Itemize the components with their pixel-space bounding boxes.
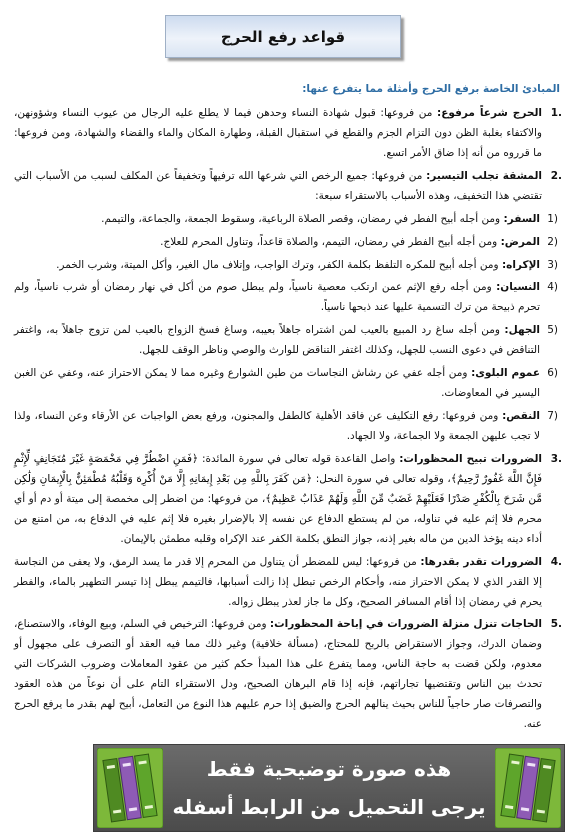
- cause-title: النقص:: [502, 410, 540, 423]
- book-icon: [97, 748, 163, 828]
- cause-item: [14, 233, 558, 253]
- principle-item: [14, 104, 562, 164]
- cause-title: عموم البلوى:: [471, 367, 541, 380]
- cause-number: 2): [547, 235, 558, 248]
- item-text: من فروعها: ليس للمضطر أن يتناول من المحرم إلا قدر ما يسد الرمق، ولا يعفى من النجاسة إلا القدر الذي لا يمكن الاحتراز منه، وأحكام الرخص تبطل إذا زالت أسبابها، فالتيمم يبطل إذا تيسر التطهير بالماء، والفطر يحرم في رمضان إذا أقام المسافر الصحيح، وكل ما جاز لعذر يبطل زواله.: [14, 555, 542, 608]
- cause-item: [14, 364, 558, 404]
- item-text: واصل القاعدة قوله تعالى في سورة المائدة:: [201, 452, 396, 465]
- banner-text: [168, 745, 490, 831]
- item-text: ، من فروعها: من اضطر إلى مخمصة إلى ميتة أو دم أو أي محرم فلا إثم عليه في تناوله، من لم يستطع الدفاع عن نفسه إلا بالإضرار بغيره فلا إثم عليه في الدفاع به، من امتنع من أداء دينه يؤخذ الدين من ماله بغير إذنه، جواز النطق بكلمة الكفر عند الإكراه وقلبه مطمئن بالإيمان.: [14, 492, 542, 545]
- item-body: [14, 450, 542, 550]
- cause-item: [14, 407, 558, 447]
- item-title: الضرورات تبيح المحظورات:: [399, 452, 543, 465]
- cause-number: 7): [547, 410, 558, 423]
- quran-verse-al-maidah: ﴿فَمَنِ اضْطُرَّ فِي مَخْمَصَةٍ غَيْرَ مُتَجَانِفٍ لِّإِثْمٍ فَإِنَّ اللَّهَ غَفُورٌ رَّحِيمٌ﴾: [14, 452, 542, 485]
- cause-title: المرض:: [500, 235, 540, 248]
- cause-number: 4): [547, 281, 558, 294]
- book-icon-graphic: [495, 748, 561, 828]
- book-icon-graphic: [97, 748, 163, 828]
- item-number: 1.: [550, 106, 562, 119]
- cause-item: [14, 321, 558, 361]
- item-body: [14, 167, 542, 207]
- cause-body: [14, 233, 540, 253]
- page-title: قواعد رفع الحرج: [220, 27, 346, 46]
- cause-text: ومن أجله عفي عن رشاش النجاسات من طين الشوارع وغيره مما لا يمكن الاحتراز عنه، وعفي عن الغبن اليسير في المعاوضات.: [14, 367, 540, 400]
- cause-number: 3): [547, 258, 558, 271]
- preview-banner: [93, 744, 565, 832]
- item-text: من فروعها: قبول شهادة النساء وحدهن فيما لا يطلع عليه الرجال من عيوب النساء وشؤونهن، والاكتفاء بغلبة الظن دون التزام الجزم والقطع في استقبال القبلة، وطهارة المكان والماء والقضاء والشهادة، ومن فروعها: ما قرروه من أنه إذا ضاق الأمر اتسع.: [14, 106, 542, 159]
- title-box: [165, 15, 401, 58]
- item-text: من فروعها: جميع الرخص التي شرعها الله ترفيهاً وتخفيفاً عن المكلف لسبب من الأسباب التي تقتضي هذا التخفيف، وهذه الأسباب بالاستقراء سبعة:: [14, 169, 542, 202]
- principle-item: [14, 615, 562, 735]
- section-heading: المبادئ الخاصة برفع الحرج وأمثلة مما يتفرع عنها:: [302, 83, 560, 95]
- cause-title: الإكراه:: [501, 258, 540, 271]
- cause-number: 5): [547, 324, 558, 337]
- cause-text: ومن أجله أبيح الفطر في رمضان، وقصر الصلاة الرباعية، وسقوط الجمعة، والجماعة، والتيمم.: [101, 212, 501, 225]
- banner-line-1: هذه صورة توضيحية فقط: [206, 757, 452, 781]
- item-number: 3.: [550, 452, 562, 465]
- principle-item: [14, 167, 562, 207]
- cause-body: [14, 256, 540, 276]
- cause-text: ومن أجله أبيح الفطر في رمضان، التيمم، والصلاة قاعداً، وتناول المحرم للعلاج.: [160, 235, 498, 248]
- cause-body: [14, 321, 540, 361]
- cause-item: [14, 278, 558, 318]
- cause-number: 1): [547, 212, 558, 225]
- cause-title: الجهل:: [504, 324, 540, 337]
- principle-item: [14, 450, 562, 550]
- cause-text: ومن أجله ساغ رد المبيع بالعيب لمن اشتراه جاهلاً بعيبه، وساغ فسخ الزواج بالعيب لمن تزوج جاهلاً به، واغتفر التناقض في دعوى النسب للجهل، وكذلك اغتفر التناقض للوارث والوصي وناظر الوقف للجهل.: [14, 324, 540, 357]
- cause-text: ومن أجله أبيح للمكره التلفظ بكلمة الكفر، وترك الواجب، وإتلاف مال الغير، وأكل الميتة، وشرب الخمر.: [56, 258, 499, 271]
- cause-title: السفر:: [503, 212, 540, 225]
- causes-list: [14, 210, 562, 447]
- principle-item: [14, 553, 562, 613]
- cause-body: [14, 364, 540, 404]
- item-body: [14, 553, 542, 613]
- cause-item: [14, 256, 558, 276]
- cause-text: ومن فروعها: رفع التكليف عن فاقد الأهلية كالطفل والمجنون، ورفع بعض الواجبات عن الأرقاء وعن النساء، ولذا لا تجب عليهن الجمعة ولا الجماعة، ولا الجهاد.: [14, 410, 540, 442]
- item-title: الضرورات تقدر بقدرها:: [420, 555, 543, 568]
- cause-item: [14, 210, 558, 230]
- cause-body: [14, 210, 540, 230]
- item-title: المشقة تجلب التيسير:: [426, 169, 542, 182]
- item-number: 2.: [550, 169, 562, 182]
- book-icon: [495, 748, 561, 828]
- item-body: [14, 104, 542, 164]
- cause-text: ومن أجله رفع الإثم عمن ارتكب معصية ناسياً، ولم يبطل صوم من أكل في نهار رمضان أو شرب ناسياً، ولم تحرم ذبيحة من ترك التسمية عليها عند ذبحها ناسياً.: [14, 281, 540, 314]
- cause-number: 6): [547, 367, 558, 380]
- item-title: الحاجات تنزل منزلة الضرورات في إباحة المحظورات:: [269, 618, 542, 631]
- item-text: ، وقوله تعالى في سورة النحل:: [315, 472, 451, 485]
- item-body: [14, 615, 542, 735]
- item-number: 4.: [550, 555, 562, 568]
- document-body: [14, 80, 562, 738]
- banner-line-2: يرجى التحميل من الرابط أسفله: [172, 795, 486, 819]
- cause-body: [14, 407, 540, 447]
- item-title: الحرج شرعاً مرفوع:: [437, 106, 543, 119]
- quran-verse-an-nahl: ﴿مَن كَفَرَ بِاللَّهِ مِن بَعْدِ إِيمَانِهِ إِلَّا مَنْ أُكْرِهَ وَقَلْبُهُ مُطْمَئِنٌّ بِالْإِيمَانِ وَلَٰكِن مَّن شَرَحَ بِالْكُفْرِ صَدْرًا فَعَلَيْهِمْ غَضَبٌ مِّنَ اللَّهِ وَلَهُمْ عَذَابٌ عَظِيمٌ﴾: [14, 472, 542, 505]
- cause-title: النسيان:: [496, 281, 540, 294]
- item-number: 5.: [550, 618, 562, 631]
- cause-body: [14, 278, 540, 318]
- item-text: ومن فروعها: الترخيص في السلم، وبيع الوفاء، والاستصناع، وضمان الدرك، وجواز الاستقراض بالربح للمحتاج، (مسألة خلافية) وغير ذلك مما فيه العقد أو التصرف على مجهول أو معدوم، ولكن قضت به حاجة الناس، ومما يتفرع على هذا المبدأ حكم كثير من عقود المعاملات وضروب الشركات التي تحدث بين الناس وتقتضيها تجاراتهم، فإنه إذا قام البرهان الصحيح، ودل الاستقراء التام على أن نوعاً من هذه العقود والتصرفات صار حاجياً للناس بحيث ينالهم الحرج والضيق إذا حرم عليهم هذا النوع من التعامل، أبيح لهم بقدر ما يرفع الحرج عنه.: [14, 618, 542, 731]
